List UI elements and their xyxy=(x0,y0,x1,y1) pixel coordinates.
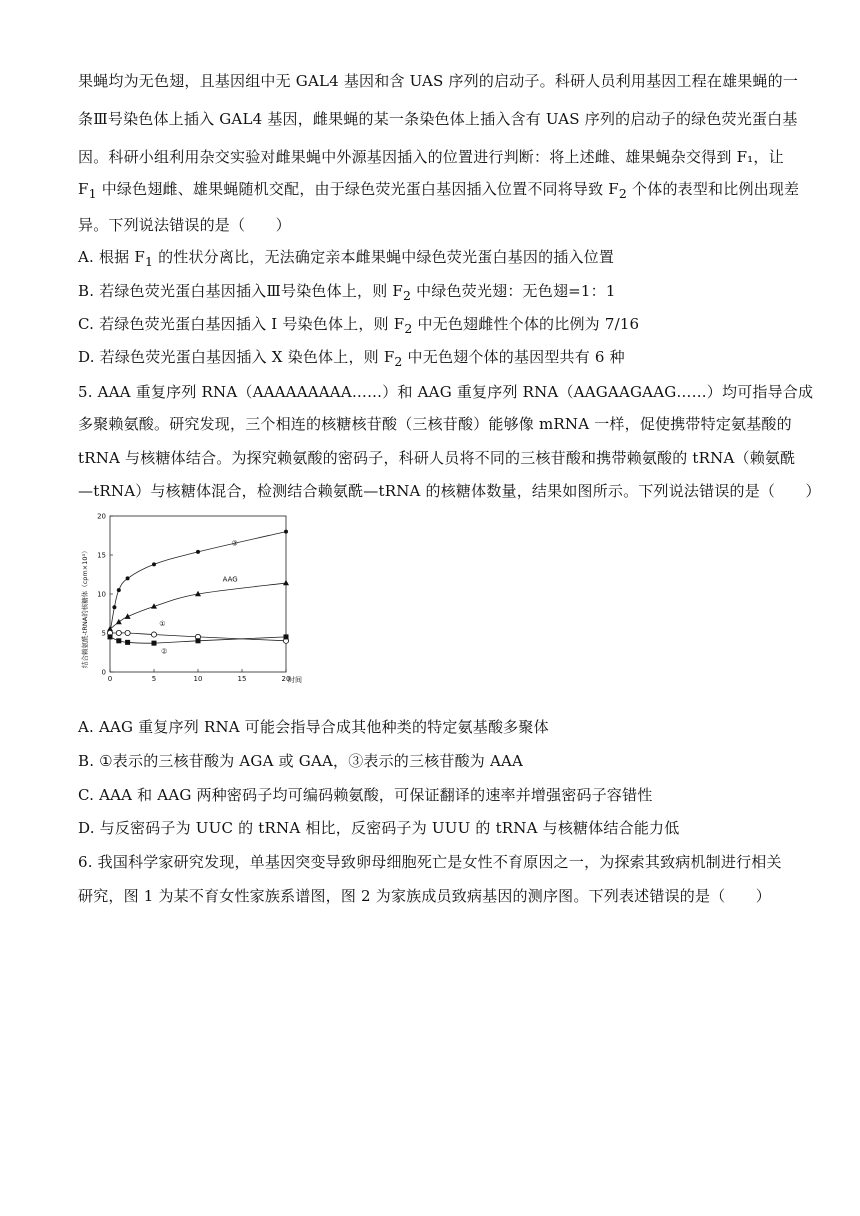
data-point xyxy=(196,550,200,554)
q4-line-5: 异。下列说法错误的是（ ） xyxy=(78,216,291,234)
q4-option-c: C. 若绿色荧光蛋白基因插入 I 号染色体上，则 $F_2$ 中无色翅雌性个体的比例为 7/16 xyxy=(78,315,640,336)
q5-line-3: tRNA 与核糖体结合。为探究赖氨酸的密码子，科研人员将不同的三核苷酸和携带赖氨酸的 tRNA（赖氨酰 xyxy=(78,449,796,467)
q5-option-b: B. ①表示的三核苷酸为 AGA 或 GAA，③表示的三核苷酸为 AAA xyxy=(78,752,524,770)
data-point xyxy=(125,630,130,635)
y-tick-label: 10 xyxy=(97,590,106,599)
q6-line-2: 研究，图 1 为某不育女性家族系谱图，图 2 为家族成员致病基因的测序图。下列表述错误的是（ ） xyxy=(78,887,771,905)
q5-line-1: 5. AAA 重复序列 RNA（AAAAAAAAA……）和 AAG 重复序列 RNA（AAGAAGAAG……）均可指导合成 xyxy=(78,383,814,401)
x-tick-label: 10 xyxy=(193,675,203,683)
x-tick-label: 20 xyxy=(281,675,291,683)
data-point xyxy=(117,588,121,592)
q4-line-4: $F_1$ 中绿色翅雌、雄果蝇随机交配，由于绿色荧光蛋白基因插入位置不同将导致 $F_2$ 个体的表型和比例出现差 xyxy=(78,180,800,201)
y-axis-label: 结合赖氨酰-tRNA的核糖体（cpm×10³） xyxy=(81,547,89,668)
data-point xyxy=(125,640,130,645)
q5-option-a: A. AAG 重复序列 RNA 可能会指导合成其他种类的特定氨基酸多聚体 xyxy=(78,718,549,736)
q5-line-2: 多聚赖氨酸。研究发现，三个相连的核糖核苷酸（三核苷酸）能够像 mRNA 一样，促使携带特定氨基酸的 xyxy=(78,415,792,433)
q4-option-b: B. 若绿色荧光蛋白基因插入Ⅲ号染色体上，则 $F_2$ 中绿色荧光翅：无色翅=1：1 xyxy=(78,282,616,303)
q4-line-3: 因。科研小组利用杂交实验对雌果蝇中外源基因插入的位置进行判断：将上述雌、雄果蝇杂交得到 F₁，让 xyxy=(78,148,784,166)
series-line xyxy=(110,532,286,633)
series-label: ① xyxy=(159,619,166,628)
data-point xyxy=(126,576,130,580)
series-label: ③ xyxy=(231,539,238,548)
data-point xyxy=(284,634,289,639)
x-tick-label: 5 xyxy=(151,675,157,683)
data-point xyxy=(151,632,156,637)
ribosome-binding-chart xyxy=(78,504,308,702)
y-tick-label: 0 xyxy=(101,668,106,677)
q5-option-c: C. AAA 和 AAG 两种密码子均可编码赖氨酸，可保证翻译的速率并增强密码子容错性 xyxy=(78,786,653,804)
data-point xyxy=(152,562,156,566)
y-tick-label: 5 xyxy=(101,629,106,638)
data-point xyxy=(283,580,289,585)
q4-line-1: 果蝇均为无色翅，且基因组中无 GAL4 基因和含 UAS 序列的启动子。科研人员利用基因工程在雄果蝇的一 xyxy=(78,72,799,90)
series-label: AAG xyxy=(222,575,238,584)
data-point xyxy=(196,638,201,643)
q4-option-a: A. 根据 $F_1$ 的性状分离比，无法确定亲本雌果蝇中绿色荧光蛋白基因的插入位置 xyxy=(78,248,615,269)
data-point xyxy=(108,634,113,639)
q5-option-d: D. 与反密码子为 UUC 的 tRNA 相比，反密码子为 UUU 的 tRNA 与核糖体结合能力低 xyxy=(78,819,680,837)
q5-line-4: —tRNA）与核糖体混合，检测结合赖氨酰—tRNA 的核糖体数量，结果如图所示。下列说法错误的是（ ） xyxy=(78,482,821,500)
x-axis-label: 时间 xyxy=(288,676,302,684)
data-point xyxy=(284,530,288,534)
chart-svg xyxy=(78,504,308,702)
x-tick-label: 0 xyxy=(107,675,113,683)
q4-option-d: D. 若绿色荧光蛋白基因插入 X 染色体上，则 $F_2$ 中无色翅个体的基因型共有 6 种 xyxy=(78,348,625,369)
data-point xyxy=(152,641,157,646)
y-tick-label: 20 xyxy=(97,512,106,521)
x-tick-label: 15 xyxy=(237,675,247,683)
series-line xyxy=(110,583,286,629)
series-label: ② xyxy=(161,647,168,656)
data-point xyxy=(116,638,121,643)
q6-line-1: 6. 我国科学家研究发现，单基因突变导致卵母细胞死亡是女性不育原因之一，为探索其致病机制进行相关 xyxy=(78,853,782,871)
data-point xyxy=(116,619,122,624)
y-tick-label: 15 xyxy=(97,551,106,560)
data-point xyxy=(112,605,116,609)
data-point xyxy=(116,630,121,635)
q4-line-2: 条Ⅲ号染色体上插入 GAL4 基因，雌果蝇的某一条染色体上插入含有 UAS 序列的启动子的绿色荧光蛋白基 xyxy=(78,110,798,128)
